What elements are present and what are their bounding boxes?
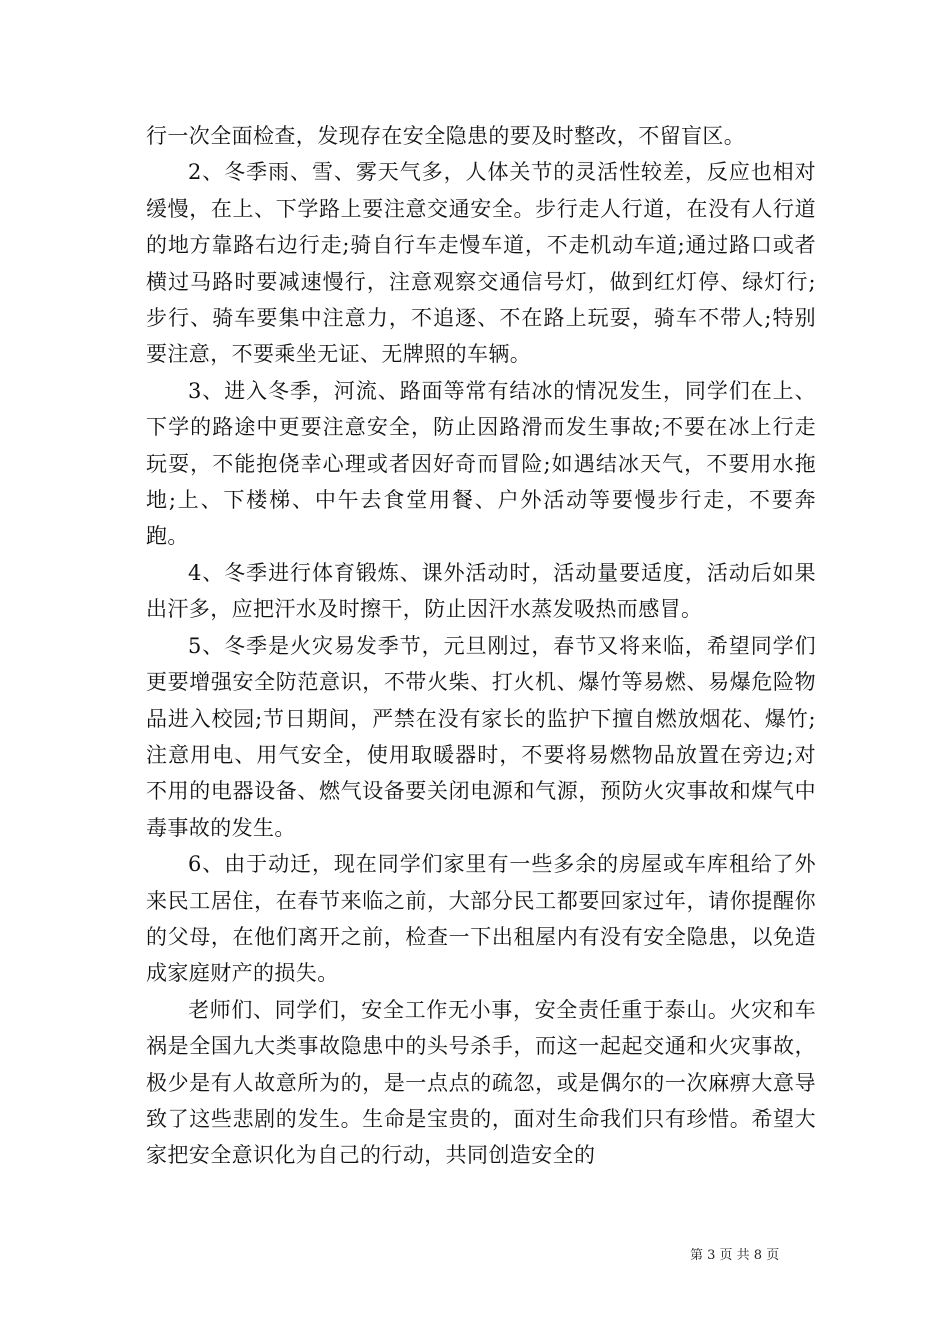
paragraph-item-3: 3、进入冬季，河流、路面等常有结冰的情况发生，同学们在上、下学的路途中更要注意安全，防止因路滑而发生事故;不要在冰上行走玩耍，不能抱侥幸心理或者因好奇而冒险;如遇结冰天气，不要用水拖地;上、下楼梯、中午去食堂用餐、户外活动等要慢步行走，不要奔跑。	[146, 378, 816, 549]
paragraph-item-5: 5、冬季是火灾易发季节，元旦刚过，春节又将来临，希望同学们更要增强安全防范意识，不带火柴、打火机、爆竹等易燃、易爆危险物品进入校园;节日期间，严禁在没有家长的监护下擅自燃放烟花、爆竹;注意用电、用气安全，使用取暖器时，不要将易燃物品放置在旁边;对不用的电器设备、燃气设备要关闭电源和气源，预防火灾事故和煤气中毒事故的发生。	[146, 633, 816, 840]
paragraph-continuation: 行一次全面检查，发现存在安全隐患的要及时整改，不留盲区。	[146, 124, 746, 148]
paragraph-item-4: 4、冬季进行体育锻炼、课外活动时，活动量要适度，活动后如果出汗多，应把汗水及时擦干，防止因汗水蒸发吸热而感冒。	[146, 560, 816, 622]
document-body	[146, 118, 816, 1174]
paragraph-item-6: 6、由于动迁，现在同学们家里有一些多余的房屋或车库租给了外来民工居住，在春节来临之前，大部分民工都要回家过年，请你提醒你的父母，在他们离开之前，检查一下出租屋内有没有安全隐患，以免造成家庭财产的损失。	[146, 852, 816, 986]
page-number-footer: 第 3 页 共 8 页	[690, 1248, 780, 1263]
paragraph-closing: 老师们、同学们，安全工作无小事，安全责任重于泰山。火灾和车祸是全国九大类事故隐患中的头号杀手，而这一起起交通和火灾事故，极少是有人故意所为的，是一点点的疏忽，或是偶尔的一次麻痹大意导致了这些悲剧的发生。生命是宝贵的，面对生命我们只有珍惜。希望大家把安全意识化为自己的行动，共同创造安全的	[146, 997, 816, 1168]
paragraph-item-2: 2、冬季雨、雪、雾天气多，人体关节的灵活性较差，反应也相对缓慢，在上、下学路上要注意交通安全。步行走人行道，在没有人行道的地方靠路右边行走;骑自行车走慢车道，不走机动车道;通过路口或者横过马路时要减速慢行，注意观察交通信号灯，做到红灯停、绿灯行;步行、骑车要集中注意力，不追逐、不在路上玩耍，骑车不带人;特别要注意，不要乘坐无证、无牌照的车辆。	[146, 160, 816, 367]
